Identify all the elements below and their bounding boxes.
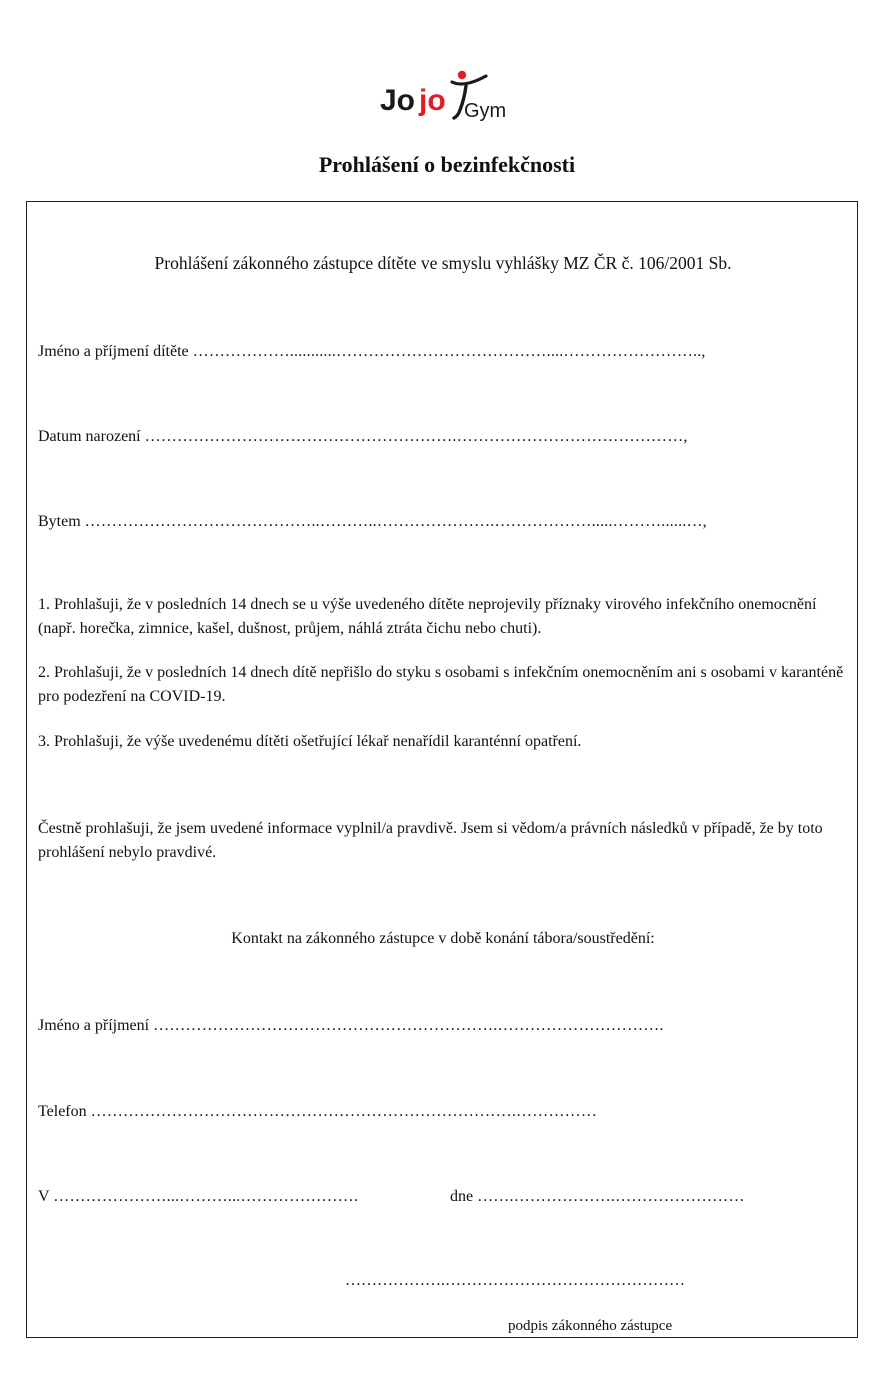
date-input-line[interactable]: …….……………….…………………… [477, 1188, 745, 1205]
place-field[interactable] [38, 1187, 358, 1207]
declaration-1: 1. Prohlašuji, že v posledních 14 dnech se u výše uvedeného dítěte neprojevily příznaky virového infekčního onemocnění (např. horečka, zimnice, kašel, dušnost, průjem, náhlá ztráta čichu nebo chuti). [38, 596, 817, 637]
document-title: Prohlášení o bezinfekčnosti [318, 152, 576, 177]
place-label: V [38, 1188, 50, 1205]
phone-field[interactable] [38, 1102, 597, 1122]
logo-text-jo-red: jo [419, 84, 446, 117]
child-name-field[interactable] [38, 342, 706, 362]
guardian-name-input-line[interactable]: ……………………………………………………….…………………………. [153, 1017, 664, 1034]
gymnast-arms-icon [452, 76, 486, 84]
residence-field[interactable] [38, 512, 707, 532]
birth-date-label: Datum narození [38, 428, 141, 445]
declaration-2: 2. Prohlašuji, že v posledních 14 dnech dítě nepřišlo do styku s osobami s infekčním onemocněním ani s osobami v karanténě pro podezření na COVID-19. [38, 664, 844, 705]
signature-caption: podpis zákonného zástupce [508, 1318, 673, 1334]
gymnast-head-icon [458, 71, 466, 79]
residence-input-line[interactable]: ……………………………………..………..………………….……………….....………......…, [84, 513, 707, 530]
child-name-input-line[interactable]: ………………...........…………………………………....…………………….., [192, 343, 706, 360]
child-name-label: Jméno a příjmení dítěte [38, 343, 189, 360]
phone-label: Telefon [38, 1103, 87, 1120]
birth-date-field[interactable] [38, 427, 688, 447]
declaration-3: 3. Prohlašuji, že výše uvedenému dítěti ošetřující lékař nenařídil karanténní opatření. [38, 733, 582, 750]
phone-input-line[interactable]: …………………………………………………………………….…………… [90, 1103, 598, 1120]
jojo-gym-logo [378, 66, 518, 126]
declaration-form [26, 201, 858, 1338]
place-input-line[interactable]: …………………...………...…………………. [53, 1188, 359, 1205]
contact-heading: Kontakt na zákonného zástupce v době konání tábora/soustředění: [231, 930, 655, 947]
residence-label: Bytem [38, 513, 81, 530]
guardian-name-field[interactable] [38, 1016, 664, 1036]
form-subtitle: Prohlášení zákonného zástupce dítěte ve smyslu vyhlášky MZ ČR č. 106/2001 Sb. [154, 253, 732, 273]
signature-line[interactable]: ……………….……………………………………… [345, 1272, 685, 1289]
jojo-gym-logo-graphic [378, 66, 518, 126]
guardian-name-label: Jméno a příjmení [38, 1017, 150, 1034]
date-field[interactable] [450, 1187, 745, 1207]
birth-date-input-line[interactable]: ………………………………………………….……………………………………, [144, 428, 688, 445]
logo-text-jo: Jo [380, 84, 416, 117]
date-label: dne [450, 1188, 474, 1205]
logo-text-gym: Gym [464, 100, 507, 122]
honor-statement: Čestně prohlašuji, že jsem uvedené informace vyplnil/a pravdivě. Jsem si vědom/a právních následků v případě, že by toto prohlášení nebylo pravdivé. [38, 820, 823, 861]
